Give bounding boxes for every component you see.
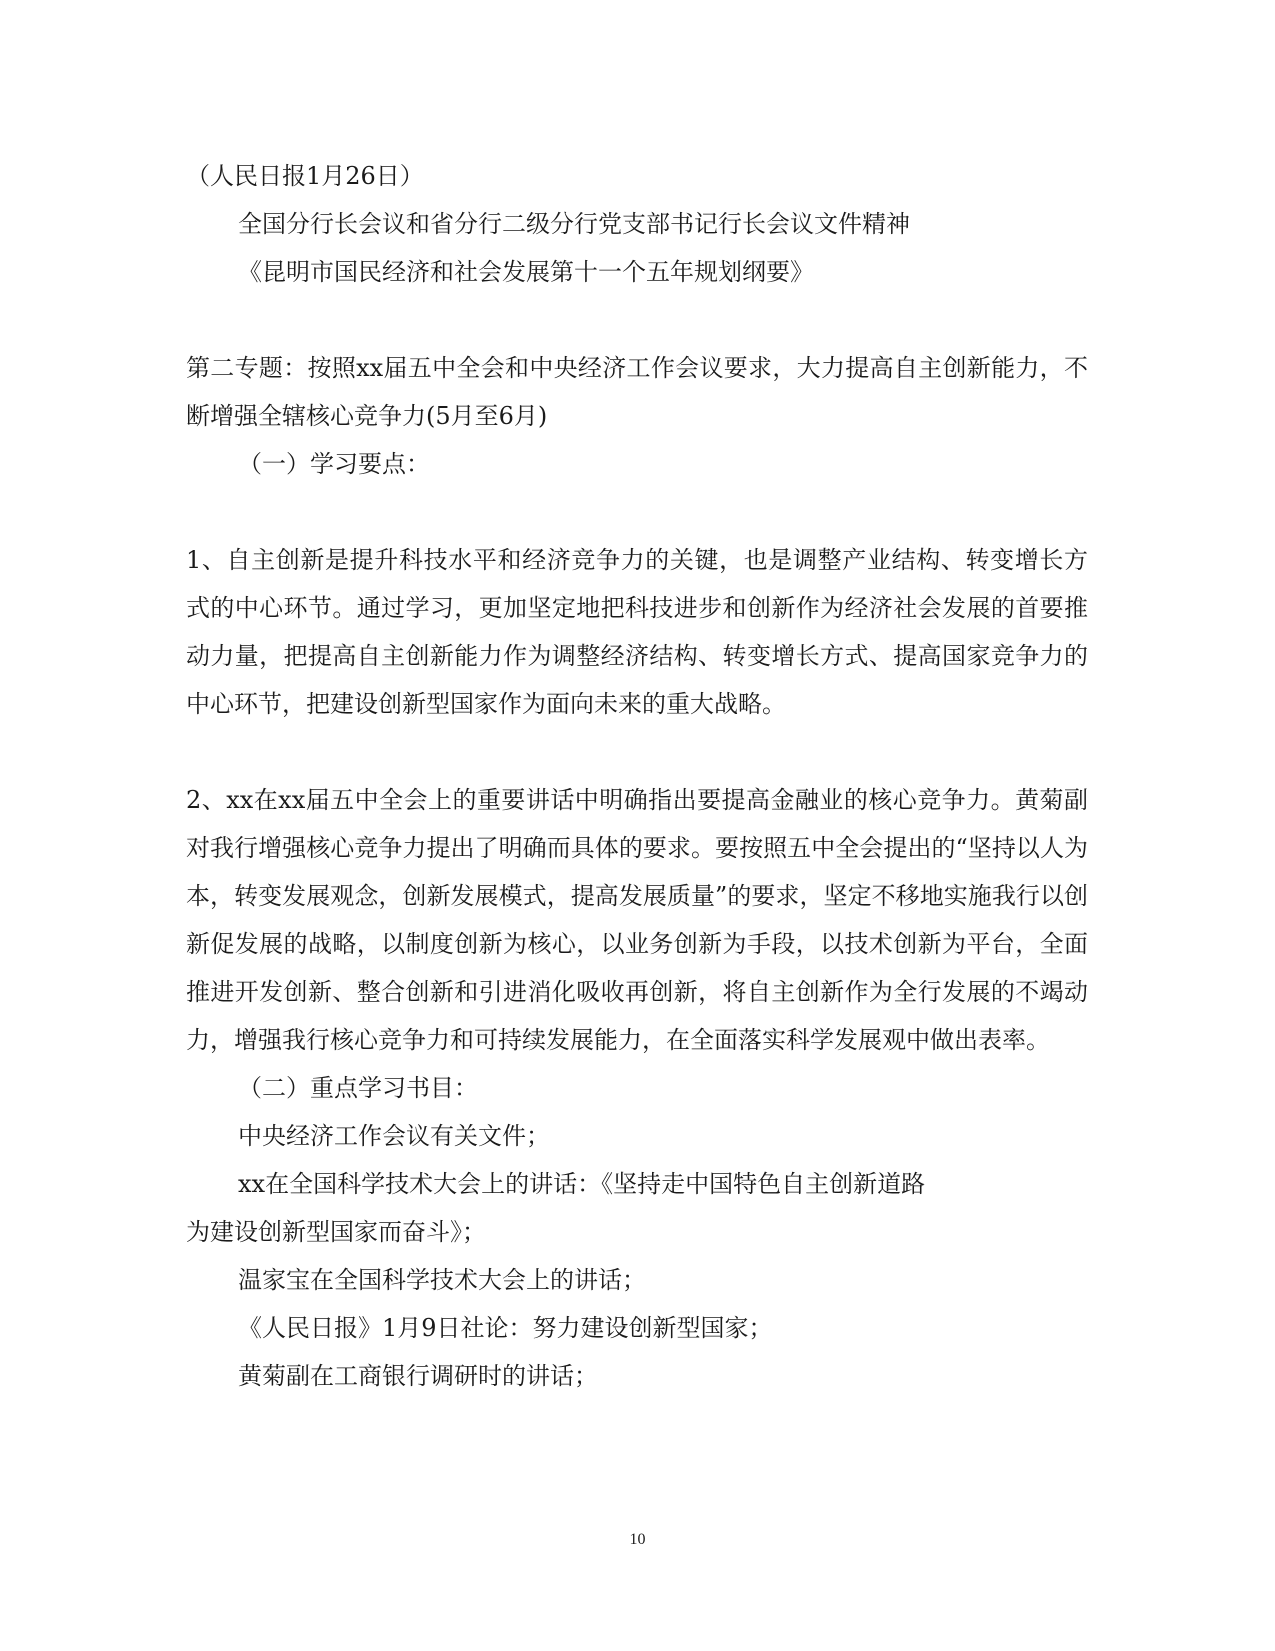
section-2-label: （二）重点学习书目： bbox=[238, 1074, 478, 1102]
book-item-5: 黄菊副在工商银行调研时的讲话； bbox=[238, 1362, 598, 1390]
book-item-3: 温家宝在全国科学技术大会上的讲话； bbox=[238, 1266, 646, 1294]
document-body bbox=[186, 152, 1088, 1400]
book-item-2-part-2: 为建设创新型国家而奋斗》； bbox=[186, 1218, 486, 1246]
topic-2-heading: 第二专题：按照xx届五中全会和中央经济工作会议要求，大力提高自主创新能力，不断增强全辖核心竞争力(5月至6月) bbox=[186, 354, 1088, 430]
point-1-paragraph: 1、自主创新是提升科技水平和经济竞争力的关键，也是调整产业结构、转变增长方式的中心环节。通过学习，更加坚定地把科技进步和创新作为经济社会发展的首要推动力量，把提高自主创新能力作为调整经济结构、转变增长方式、提高国家竞争力的中心环节，把建设创新型国家作为面向未来的重大战略。 bbox=[186, 546, 1088, 718]
spacer bbox=[186, 296, 1088, 344]
page-number: 10 bbox=[629, 1531, 646, 1548]
reference-line-1: 全国分行长会议和省分行二级分行党支部书记行长会议文件精神 bbox=[238, 210, 910, 238]
book-item-1: 中央经济工作会议有关文件； bbox=[238, 1122, 550, 1150]
source-note: （人民日报1月26日） bbox=[186, 162, 424, 190]
book-item-2-part-1: xx在全国科学技术大会上的讲话：《坚持走中国特色自主创新道路 bbox=[238, 1170, 926, 1198]
book-item-4: 《人民日报》1月9日社论：努力建设创新型国家； bbox=[238, 1314, 773, 1342]
section-1-label: （一）学习要点： bbox=[238, 450, 430, 478]
point-2-paragraph: 2、xx在xx届五中全会上的重要讲话中明确指出要提高金融业的核心竞争力。黄菊副对我行增强核心竞争力提出了明确而具体的要求。要按照五中全会提出的“坚持以人为本，转变发展观念，创新发展模式，提高发展质量”的要求，坚定不移地实施我行以创新促发展的战略，以制度创新为核心，以业务创新为手段，以技术创新为平台，全面推进开发创新、整合创新和引进消化吸收再创新，将自主创新作为全行发展的不竭动力，增强我行核心竞争力和可持续发展能力，在全面落实科学发展观中做出表率。 bbox=[186, 786, 1088, 1054]
spacer bbox=[186, 728, 1088, 776]
reference-line-2: 《昆明市国民经济和社会发展第十一个五年规划纲要》 bbox=[238, 258, 814, 286]
spacer bbox=[186, 488, 1088, 536]
